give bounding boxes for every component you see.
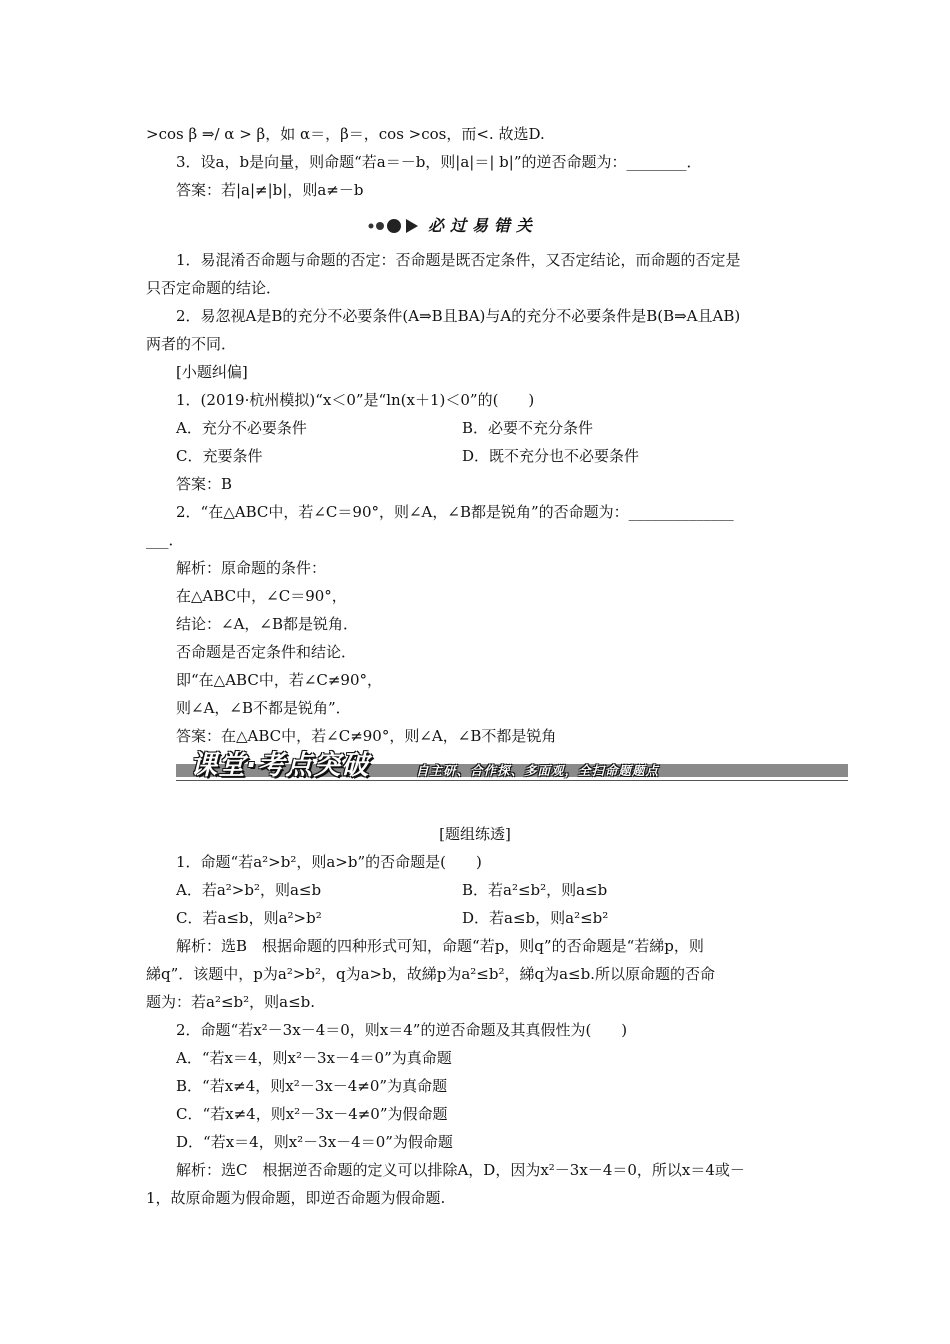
paragraph-line: 只否定命题的结论． [146,279,282,297]
question-2: 2．命题“若x²－3x－4＝0，则x＝4”的逆否命题及其真假性为( ) [176,1021,628,1039]
decorative-dots-icon [366,218,422,234]
question-3: 3．设a，b是向量，则命题“若a＝－b，则|a|＝| b|”的逆否命题为：________． [176,153,702,171]
option-a: A．“若x＝4，则x²－3x－4＝0”为真命题 [176,1049,452,1067]
solution-line: 否命题是否定条件和结论． [176,643,357,661]
section-banner-mistakes [366,214,598,238]
paragraph-line: 1．易混淆否命题与命题的否定：否命题是既否定条件，又否定结论，而命题的否定是 [176,251,741,269]
subheading: [小题纠偏] [176,363,248,381]
option-b: B．必要不充分条件 [462,419,594,437]
solution-line: 结论：∠A，∠B都是锐角． [176,615,358,633]
answer-3: 答案：若|a|≠|b|，则a≠－b [176,181,364,199]
explanation-line: 解析：选B 根据命题的四种形式可知，命题“若p，则q”的否命题是“若綈p，则 [176,937,704,955]
explanation-line: 1，故原命题为假命题，即逆否命题为假命题. [146,1189,446,1207]
answer-2: 答案：在△ABC中，若∠C≠90°，则∠A，∠B不都是锐角 [176,727,557,745]
option-c: C．若a≤b，则a²>b² [176,909,322,927]
question-1: 1．命题“若a²>b²，则a>b”的否命题是( ) [176,853,482,871]
option-a: A．充分不必要条件 [176,419,307,437]
option-b: B．若a²≤b²，则a≤b [462,881,608,899]
banner-subtitle: 自主研、合作探、多面观，全扫命题题点 [416,763,660,778]
answer-1: 答案：B [176,475,233,493]
option-c: C．充要条件 [176,447,263,465]
solution-line: 即“在△ABC中，若∠C≠90°， [176,671,383,689]
section-title: 必过易错关 [428,216,539,235]
explanation-line: 题为：若a²≤b²，则a≤b. [146,993,316,1011]
option-d: D．“若x＝4，则x²－3x－4＝0”为假命题 [176,1133,453,1151]
question-2-cont: ___． [146,531,184,549]
question-1: 1．(2019·杭州模拟)“x＜0”是“ln(x＋1)＜0”的( ) [176,391,535,409]
solution-line: 解析：原命题的条件： [176,559,327,577]
option-c: C．“若x≠4，则x²－3x－4≠0”为假命题 [176,1105,448,1123]
option-a: A．若a²>b²，则a≤b [176,881,322,899]
section-banner-classroom [176,748,848,788]
question-2: 2．“在△ABC中，若∠C＝90°，则∠A，∠B都是锐角”的否命题为：______________ [176,503,734,521]
explanation-line: 綈q”．该题中，p为a²>b²，q为a>b，故綈p为a²≤b²，綈q为a≤b.所以原命题的否命 [146,965,715,983]
subheading: [题组练透] [439,825,511,843]
solution-line: 在△ABC中，∠C＝90°， [176,587,347,605]
banner-title: 课堂·考点突破 [190,750,370,781]
solution-line: 则∠A，∠B不都是锐角”． [176,699,351,717]
paragraph-line: 2．易忽视A是B的充分不必要条件(A⇒B且BA)与A的充分不必要条件是B(B⇒A且AB) [176,307,741,325]
option-d: D．若a≤b，则a²≤b² [462,909,609,927]
paragraph-line: 两者的不同． [146,335,237,353]
option-b: B．“若x≠4，则x²－3x－4≠0”为真命题 [176,1077,448,1095]
explanation-line: 解析：选C 根据逆否命题的定义可以排除A，D，因为x²－3x－4＝0，所以x＝4或－ [176,1161,745,1179]
option-d: D．既不充分也不必要条件 [462,447,640,465]
text-line: >cos β ⇒/ α > β，如 α＝，β＝，cos >cos，而<. 故选D. [146,125,545,143]
